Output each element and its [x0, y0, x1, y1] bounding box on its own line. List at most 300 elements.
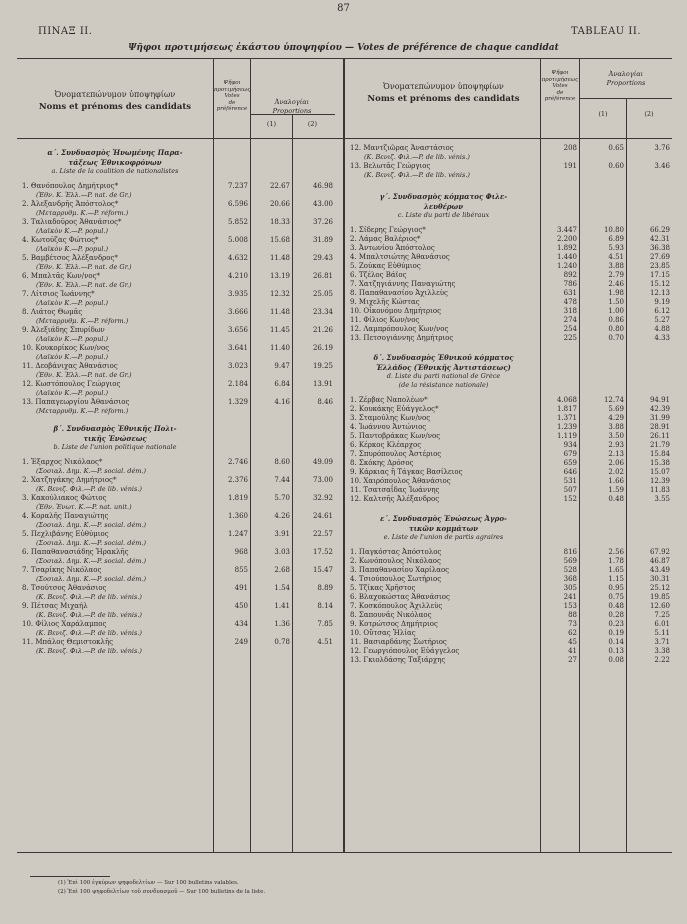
votes-value: 3.666 — [227, 308, 248, 316]
votes-value: 1.247 — [227, 530, 248, 538]
votes-value: 1.440 — [556, 253, 577, 261]
proportion-2-value: 31.99 — [649, 414, 670, 422]
right-header-proportions — [580, 70, 672, 88]
candidate-party: (Μεταρρυθμ. Κ.—P. réform.) — [36, 407, 129, 415]
candidate-name: 8. Σαπουνᾶς Νικόλαος — [350, 611, 432, 619]
votes-value: 274 — [563, 316, 577, 324]
proportion-1-value: 1.65 — [608, 566, 624, 574]
proportion-2-value: 3.71 — [654, 638, 670, 646]
proportion-1-value: 1.00 — [608, 307, 624, 315]
votes-value: 1.240 — [556, 262, 577, 270]
column-divider-center — [343, 58, 345, 852]
candidate-row — [350, 289, 670, 298]
candidate-party: (Ἐθν. Ἑνωτ. Κ.—P. nat. unit.) — [36, 503, 132, 511]
proportion-2-value: 6.01 — [654, 620, 670, 628]
candidate-name: 10. Κουκορίκος Κων/νος — [22, 344, 110, 352]
proportion-1-value: 4.16 — [274, 398, 290, 406]
candidate-row — [22, 530, 333, 539]
proportion-2-value: 15.38 — [649, 459, 670, 467]
candidate-name: 13. Γκιολδάσης Ταξιάρχης — [350, 656, 446, 664]
candidate-row — [22, 398, 333, 407]
proportion-1-value: 0.14 — [608, 638, 624, 646]
votes-value: 7.237 — [227, 182, 248, 190]
votes-value: 152 — [563, 495, 577, 503]
votes-value: 1.239 — [556, 423, 577, 431]
proportion-1-value: 7.44 — [274, 476, 290, 484]
candidate-party: (Ἐθν. Κ. Ἑλλ.—P. nat. de Gr.) — [36, 263, 132, 271]
proportion-1-value: 10.80 — [603, 226, 624, 234]
votes-value: 5.008 — [227, 236, 248, 244]
section-title: λευθέρων — [423, 201, 464, 211]
proportion-1-value: 0.65 — [608, 144, 624, 152]
proportion-1-value: 0.23 — [608, 620, 624, 628]
proportion-2-value: 5.27 — [654, 316, 670, 324]
proportion-1-value: 13.19 — [269, 272, 290, 280]
votes-value: 569 — [563, 557, 577, 565]
proportion-2-value: 29.43 — [312, 254, 333, 262]
votes-value: 3.447 — [556, 226, 577, 234]
candidate-name: 12. Κωστόπουλος Γεώργιος — [22, 380, 121, 388]
candidate-name: 9. Κοτρώτσος Δημήτριος — [350, 620, 438, 628]
votes-value: 249 — [234, 638, 248, 646]
votes-value: 1.819 — [227, 494, 248, 502]
proportion-2-value: 26.81 — [312, 272, 333, 280]
candidate-name: 1. Θανόπουλος Δημήτριος* — [22, 182, 119, 190]
candidate-party: (Σοσιαλ. Δημ. Κ.—P. social. dém.) — [36, 557, 147, 565]
proportion-1-value: 2.56 — [608, 548, 624, 556]
proportion-1-value: 4.29 — [608, 414, 624, 422]
candidate-row — [350, 584, 670, 593]
left-prop-rule — [251, 114, 335, 115]
candidate-name: 2. Κωνόπουλος Νικόλαος — [350, 557, 441, 565]
candidate-name: 6. Τζέλος Βάϊος — [350, 271, 407, 279]
votes-value: 62 — [568, 629, 577, 637]
proportion-1-value: 22.67 — [269, 182, 290, 190]
proportion-2-value: 3.76 — [654, 144, 670, 152]
candidate-name: 3. Κακούλιακος Φώτιος — [22, 494, 107, 502]
candidate-row — [22, 620, 333, 629]
candidate-party: (Λαϊκὸν Κ.—P. popul.) — [36, 389, 109, 397]
candidate-name: 4. Κοραλῆς Παναγιώτης — [22, 512, 109, 520]
votes-value: 478 — [563, 298, 577, 306]
candidate-row — [350, 468, 670, 477]
proportion-1-value: 3.88 — [608, 262, 624, 270]
right-header-p2: (2) — [644, 110, 654, 118]
proportion-1-value: 12.32 — [269, 290, 290, 298]
proportion-1-value: 1.54 — [274, 584, 290, 592]
candidate-name: 4. Ἰωάννου Ἀντώνιος — [350, 423, 427, 431]
proportions-french: Proportions — [272, 107, 312, 115]
proportion-1-value: 9.47 — [274, 362, 290, 370]
proportion-2-value: 11.83 — [649, 486, 670, 494]
proportion-1-value: 6.84 — [274, 380, 290, 388]
table-subtitle: Ψῆφοι προτιμήσεως ἑκάστου ὑποψηφίου — Votes de préférence de chaque candidat — [128, 43, 559, 53]
votes-value: 1.371 — [556, 414, 577, 422]
proportion-2-value: 37.26 — [312, 218, 333, 226]
candidate-row — [350, 575, 670, 584]
proportion-1-value: 11.48 — [269, 308, 290, 316]
votes-value: 450 — [234, 602, 248, 610]
proportion-2-value: 15.84 — [649, 450, 670, 458]
section-subtitle: c. Liste du parti de libéraux — [397, 211, 490, 219]
candidate-name: 5. Βαμβέτσος Ἀλέξανδρος* — [22, 254, 118, 262]
proportion-1-value: 5.70 — [274, 494, 290, 502]
proportion-2-value: 15.07 — [649, 468, 670, 476]
votes-line: προτιμήσεως — [214, 86, 251, 93]
proportion-1-value: 2.02 — [608, 468, 624, 476]
proportion-2-value: 21.79 — [649, 441, 670, 449]
proportion-2-value: 30.31 — [649, 575, 670, 583]
candidate-row — [350, 271, 670, 280]
candidate-row — [22, 602, 333, 611]
votes-value: 968 — [234, 548, 248, 556]
candidate-name: 12. Λαμπρόπουλος Κων/νος — [350, 325, 449, 333]
proportion-2-value: 28.91 — [649, 423, 670, 431]
candidate-name: 2. Κουκάκης Εὐάγγελος* — [350, 405, 439, 413]
proportion-2-value: 25.05 — [312, 290, 333, 298]
candidate-row — [350, 647, 670, 656]
proportion-2-value: 15.12 — [649, 280, 670, 288]
votes-value: 507 — [563, 486, 577, 494]
candidate-row — [22, 458, 333, 467]
proportion-2-value: 12.13 — [649, 289, 670, 297]
section-title: α΄. Συνδυασμὸς Ἡνωμένης Παρα- — [47, 148, 183, 157]
proportion-1-value: 3.50 — [608, 432, 624, 440]
votes-value: 225 — [563, 334, 577, 342]
votes-value: 5.852 — [227, 218, 248, 226]
candidate-name: 11. Τσατσαΐδας Ἰωάννης — [350, 486, 440, 494]
votes-line: préférence — [544, 96, 576, 102]
proportion-1-value: 2.13 — [608, 450, 624, 458]
proportion-1-value: 1.41 — [274, 602, 290, 610]
proportions-french: Proportions — [606, 79, 646, 87]
proportion-1-value: 0.60 — [608, 162, 624, 170]
candidate-party: (Σοσιαλ. Δημ. Κ.—P. social. dém.) — [36, 539, 147, 547]
votes-line: Votes — [552, 83, 568, 89]
header-name-greek: Ὀνοματεπώνυμον ὑποψηφίων — [383, 82, 504, 91]
candidate-name: 1. Σίδερης Γεώργιος* — [350, 226, 426, 234]
votes-value: 816 — [563, 548, 577, 556]
candidate-name: 2. Χατζηγάκης Δημήτριος* — [22, 476, 117, 484]
candidate-party: (Κ. Βενιζ. Φιλ.—P. de lib. vénis.) — [36, 629, 142, 637]
left-header-p1: (1) — [266, 120, 277, 128]
candidate-name: 1. Παγκόστας Ἀπόστολος — [350, 548, 442, 556]
proportion-2-value: 2.22 — [654, 656, 670, 664]
candidate-party: (Λαϊκὸν Κ.—P. popul.) — [36, 227, 109, 235]
candidate-name: 11. Βασιαρδάνης Σωτήριος — [350, 638, 447, 646]
candidate-party: (Σοσιαλ. Δημ. Κ.—P. social. dém.) — [36, 575, 147, 583]
candidate-row — [22, 344, 333, 353]
right-header-p1: (1) — [598, 110, 608, 118]
proportion-2-value: 4.33 — [654, 334, 670, 342]
candidate-name: 6. Κέρκος Κλέαρχος — [350, 441, 422, 449]
votes-value: 41 — [568, 647, 577, 655]
votes-value: 2.184 — [227, 380, 248, 388]
candidate-row — [22, 326, 333, 335]
proportion-2-value: 5.11 — [654, 629, 670, 637]
candidate-party: (Ἐθν. Κ. Ἑλλ.—P. nat. de Gr.) — [36, 281, 132, 289]
candidate-name: 13. Βελωτᾶς Γεώργιος — [350, 162, 431, 170]
votes-line: de — [228, 99, 236, 106]
candidate-row — [350, 244, 670, 253]
proportion-1-value: 3.91 — [274, 530, 290, 538]
votes-value: 318 — [563, 307, 577, 315]
votes-value: 1.329 — [227, 398, 248, 406]
right-header-votes — [541, 70, 579, 103]
candidate-name: 2. Ἀλεξανδρῆς Ἀπόστολος* — [22, 200, 119, 208]
candidate-row — [22, 182, 333, 191]
candidate-name: 4. Μπαλτσιώτης Ἀθανάσιος — [350, 253, 450, 261]
votes-value: 491 — [234, 584, 248, 592]
candidate-name: 9. Πέτσας Μιχαήλ — [22, 602, 88, 610]
votes-value: 892 — [563, 271, 577, 279]
candidate-row — [350, 602, 670, 611]
candidate-name: 6. Παπαθανασιάδης Ἡρακλῆς — [22, 548, 129, 556]
candidate-row — [350, 566, 670, 575]
candidate-name: 10. Οὔτσας Ἠλίας — [350, 629, 416, 637]
candidate-party: (Κ. Βενιζ. Φιλ.—P. de lib. vénis.) — [36, 485, 142, 493]
votes-value: 4.210 — [227, 272, 248, 280]
proportion-2-value: 7.25 — [654, 611, 670, 619]
candidate-name: 8. Σκόκης Δρόσος — [350, 459, 414, 467]
proportion-1-value: 4.51 — [608, 253, 624, 261]
candidate-row — [350, 144, 670, 153]
votes-value: 2.376 — [227, 476, 248, 484]
candidate-name: 11. Δεοβάνιχας Ἀθανάσιος — [22, 362, 118, 370]
proportion-1-value: 1.59 — [608, 486, 624, 494]
proportion-1-value: 0.13 — [608, 647, 624, 655]
proportions-greek: Ἀναλογίαι — [608, 70, 644, 78]
candidate-name: 3. Σταμούλης Κων/νος — [350, 414, 431, 422]
candidate-name: 7. Χατζηγιάννης Παναγιώτης — [350, 280, 456, 288]
candidate-party: (Σοσιαλ. Δημ. Κ.—P. social. dém.) — [36, 467, 147, 475]
votes-value: 27 — [568, 656, 577, 664]
proportion-1-value: 0.70 — [608, 334, 624, 342]
candidate-name: 8. Παπαθανασίου Ἀχιλλεὺς — [350, 289, 448, 297]
candidate-party: (Ἐθν. Κ. Ἑλλ.—P. nat. de Gr.) — [36, 371, 132, 379]
candidate-name: 6. Βλαχοκώστας Ἀθανάσιος — [350, 593, 450, 601]
candidate-row — [350, 298, 670, 307]
section-subtitle: a. Liste de la coalition de nationalistes — [51, 167, 179, 175]
section-title: δ΄. Συνδυασμὸς Ἐθνικοῦ κόμματος — [373, 353, 514, 362]
candidate-row — [350, 432, 670, 441]
candidate-row — [22, 272, 333, 281]
proportion-1-value: 0.80 — [608, 325, 624, 333]
candidate-row — [350, 253, 670, 262]
candidate-party: (Ἐθν. Κ. Ἑλλ.—P. nat. de Gr.) — [36, 191, 132, 199]
proportion-1-value: 1.50 — [608, 298, 624, 306]
votes-value: 3.935 — [227, 290, 248, 298]
votes-value: 1.360 — [227, 512, 248, 520]
candidate-name: 9. Ἀλεξιάδης Σπυρίδων — [22, 326, 105, 334]
votes-value: 368 — [563, 575, 577, 583]
section-title: τικῆς Ἑνώσεως — [83, 433, 147, 443]
proportion-1-value: 20.66 — [269, 200, 290, 208]
candidate-row — [350, 325, 670, 334]
proportion-1-value: 0.86 — [608, 316, 624, 324]
proportion-2-value: 32.92 — [312, 494, 333, 502]
candidate-row — [22, 200, 333, 209]
proportion-2-value: 67.92 — [649, 548, 670, 556]
proportion-2-value: 12.39 — [649, 477, 670, 485]
proportion-2-value: 94.91 — [649, 396, 670, 404]
header-name-french: Noms et prénoms des candidats — [38, 102, 192, 112]
candidate-row — [350, 316, 670, 325]
votes-value: 3.656 — [227, 326, 248, 334]
candidate-row — [22, 290, 333, 299]
candidate-name: 9. Μιχελῆς Κώστας — [350, 298, 420, 306]
candidate-party: (Μεταρρυθμ. Κ.—P. réform.) — [36, 317, 129, 325]
proportion-2-value: 31.89 — [312, 236, 333, 244]
candidate-row — [350, 414, 670, 423]
candidate-name: 12. Μαντζιῶρας Ἀναστάσιος — [350, 144, 454, 152]
proportion-2-value: 8.46 — [317, 398, 333, 406]
votes-value: 254 — [563, 325, 577, 333]
votes-value: 3.641 — [227, 344, 248, 352]
proportion-1-value: 2.79 — [608, 271, 624, 279]
candidate-party: (Κ. Βενιζ. Φιλ.—P. de lib. vénis.) — [364, 153, 470, 161]
proportion-2-value: 23.85 — [649, 262, 670, 270]
candidate-row — [350, 638, 670, 647]
proportion-2-value: 17.52 — [312, 548, 333, 556]
proportions-greek: Ἀναλογίαι — [274, 98, 310, 106]
proportion-2-value: 46.98 — [312, 182, 333, 190]
candidate-row — [350, 459, 670, 468]
votes-value: 531 — [563, 477, 577, 485]
votes-value: 659 — [563, 459, 577, 467]
votes-line: de — [556, 89, 564, 96]
proportion-2-value: 46.87 — [649, 557, 670, 565]
candidate-party: (Κ. Βενιζ. Φιλ.—P. de lib. vénis.) — [364, 171, 470, 179]
candidate-row — [350, 423, 670, 432]
candidate-name: 12. Γεωργιόπουλος Εὐάγγελος — [350, 647, 460, 655]
proportion-2-value: 9.19 — [654, 298, 670, 306]
votes-value: 934 — [563, 441, 577, 449]
votes-value: 4.068 — [556, 396, 577, 404]
candidate-party: (Κ. Βενιζ. Φιλ.—P. de lib. vénis.) — [36, 611, 142, 619]
votes-value: 1.817 — [556, 405, 577, 413]
proportion-1-value: 1.15 — [608, 575, 624, 583]
candidate-name: 6. Μπαλτᾶς Κων/νος* — [22, 272, 101, 280]
proportion-1-value: 1.98 — [608, 289, 624, 297]
candidate-row — [350, 280, 670, 289]
candidate-row — [350, 656, 670, 665]
candidate-name: 8. Τσούτσος Ἀθανάσιος — [22, 584, 107, 592]
footnote-rule — [30, 876, 110, 877]
left-header-names — [17, 88, 213, 114]
proportion-1-value: 2.46 — [608, 280, 624, 288]
candidate-party: (Κ. Βενιζ. Φιλ.—P. de lib. vénis.) — [36, 647, 142, 655]
candidate-name: 7. Κοσκόπουλος Ἀχιλλεὺς — [350, 602, 443, 610]
candidate-row — [350, 611, 670, 620]
section-title: β΄. Συνδυασμὸς Ἐθνικῆς Πολι- — [53, 424, 177, 433]
proportion-2-value: 3.55 — [654, 495, 670, 503]
footnote-2: (2) Ἐπὶ 100 ψηφοδελτίων τοῦ συνδυασμοῦ — Sur 100 bulletins de la liste. — [58, 889, 266, 895]
votes-value: 434 — [234, 620, 248, 628]
proportion-1-value: 4.26 — [274, 512, 290, 520]
votes-value: 73 — [568, 620, 577, 628]
candidate-row — [350, 441, 670, 450]
proportion-2-value: 12.60 — [649, 602, 670, 610]
candidate-name: 5. Ζούκας Εὐθύμιος — [350, 262, 421, 270]
proportion-1-value: 11.48 — [269, 254, 290, 262]
candidate-name: 2. Λάμας Βαλέριος* — [350, 235, 421, 243]
left-divider-votes — [250, 58, 251, 852]
proportion-1-value: 11.40 — [269, 344, 290, 352]
proportion-2-value: 49.09 — [312, 458, 333, 466]
candidate-name: 7. Σπυρόπουλος Ἀστέριος — [350, 450, 442, 458]
proportion-1-value: 5.93 — [608, 244, 624, 252]
votes-value: 241 — [563, 593, 577, 601]
votes-value: 855 — [234, 566, 248, 574]
candidate-row — [350, 162, 670, 171]
proportion-2-value: 6.12 — [654, 307, 670, 315]
proportion-2-value: 42.31 — [649, 235, 670, 243]
right-header-names — [347, 80, 540, 106]
candidate-row — [22, 584, 333, 593]
proportion-1-value: 5.69 — [608, 405, 624, 413]
proportion-1-value: 0.95 — [608, 584, 624, 592]
proportion-2-value: 24.61 — [312, 512, 333, 520]
section-subtitle: b. Liste de l'union politique nationale — [53, 443, 177, 451]
proportion-2-value: 13.91 — [312, 380, 333, 388]
proportion-1-value: 0.78 — [274, 638, 290, 646]
proportion-2-value: 8.14 — [317, 602, 333, 610]
proportion-2-value: 66.29 — [649, 226, 670, 234]
section-title: τάξεως Ἐθνικοφρόνων — [68, 157, 162, 167]
votes-line: Votes — [224, 93, 240, 99]
candidate-name: 8. Λιάτος Θωμᾶς — [22, 308, 83, 316]
proportion-1-value: 15.68 — [269, 236, 290, 244]
subtitle-french: Votes de préférence de chaque candidat — [357, 43, 559, 53]
candidate-name: 7. Λίτσιος Ἰωάννης* — [22, 290, 95, 298]
candidate-name: 5. Τζίκας Χρῆστος — [350, 584, 416, 592]
section-subtitle: (de la résistance nationale) — [398, 381, 489, 389]
candidate-name: 3. Ἀντωνίου Ἀπόστολος — [350, 244, 435, 252]
section-title: ε΄. Συνδυασμὸς Ἑνώσεως Ἀγρο- — [380, 514, 507, 523]
proportion-1-value: 0.08 — [608, 656, 624, 664]
proportion-2-value: 43.49 — [649, 566, 670, 574]
candidate-name: 10. Οἰκονόμου Δημήτριος — [350, 307, 442, 315]
proportion-1-value: 0.75 — [608, 593, 624, 601]
candidate-name: 12. Καλτσῆς Ἀλέξανδρος — [350, 495, 440, 503]
candidate-row — [350, 307, 670, 316]
votes-value: 646 — [563, 468, 577, 476]
votes-value: 631 — [563, 289, 577, 297]
candidate-row — [350, 396, 670, 405]
candidate-row — [350, 557, 670, 566]
candidate-row — [350, 405, 670, 414]
section-title: Ἑλλάδος (Ἐθνικῆς Ἀντιστάσεως) — [376, 362, 511, 372]
candidate-name: 13. Πετσογιάννης Δημήτριος — [350, 334, 454, 342]
votes-value: 1.119 — [556, 432, 577, 440]
proportion-1-value: 1.78 — [608, 557, 624, 565]
candidate-row — [350, 262, 670, 271]
candidate-row — [22, 362, 333, 371]
candidate-name: 1. Ζέρβας Ναπολέων* — [350, 396, 428, 404]
proportion-2-value: 23.34 — [312, 308, 333, 316]
candidate-row — [22, 512, 333, 521]
proportion-2-value: 21.26 — [312, 326, 333, 334]
proportion-2-value: 43.00 — [312, 200, 333, 208]
candidate-row — [22, 236, 333, 245]
candidate-party: (Λαϊκὸν Κ.—P. popul.) — [36, 245, 109, 253]
proportion-1-value: 8.60 — [274, 458, 290, 466]
votes-value: 2.746 — [227, 458, 248, 466]
proportion-1-value: 2.93 — [608, 441, 624, 449]
proportion-2-value: 22.57 — [312, 530, 333, 538]
proportion-1-value: 1.66 — [608, 477, 624, 485]
